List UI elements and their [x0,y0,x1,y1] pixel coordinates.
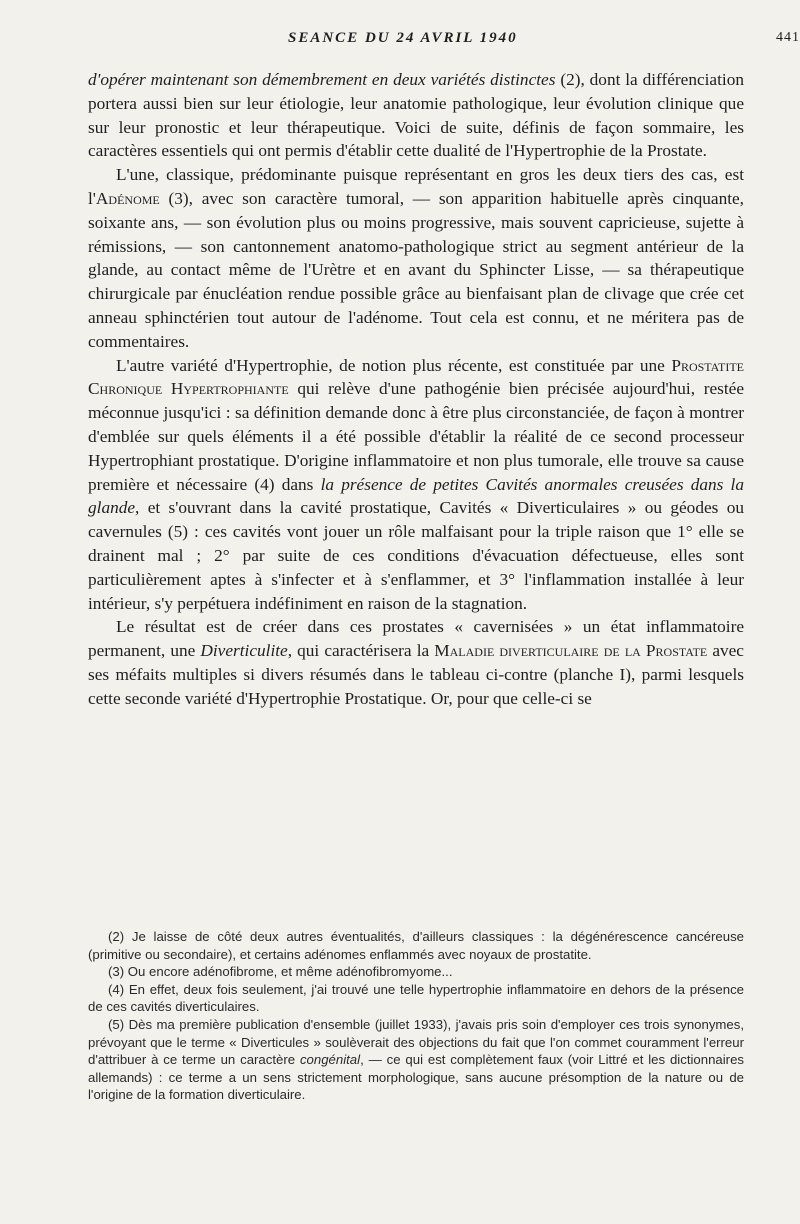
text-span: (5) Dès ma première publication d'ensemble (juillet 1933), j'avais pris soin d'employer ces trois synonymes, prévoyant que le terme « Diverticules » soulèverait des objections du fait que l'on commet couramment l'erreur d'attribuer à ce terme un caractère [88,1016,744,1068]
italic-span: d'opérer maintenant son démembrement en deux variétés distinctes [88,70,556,89]
text-span: (2), dont la différenciation portera aussi bien sur leur étiologie, leur anatomie pathologique, leur évolution clinique que sur leur pronostic et leur thérapeutique. Voici de suite, définis de façon sommaire, les caractères essentiels qui ont permis d'établir cette dualité de l'Hypertrophie de la Prostate. [88,70,744,161]
small-caps-term: Maladie diverticulaire de la Prostate [434,641,708,661]
paragraph-3 [88,354,744,616]
paragraph-4 [88,615,744,710]
footnote-3: (3) Ou encore adénofibrome, et même adénofibromyome... [108,964,453,980]
footnote-4: (4) En effet, deux fois seulement, j'ai trouvé une telle hypertrophie inflammatoire en dehors de la présence de ces cavités diverticulaires. [88,981,744,1015]
paragraph-2 [88,163,744,353]
small-caps-term: Adénome [95,188,160,208]
text-span: avec ses méfaits multiples si divers résumés dans le tableau ci-contre (planche I), parmi lesquels cette seconde variété d'Hypertrophie Prostatique. Or, pour que celle-ci se [88,641,744,708]
footnotes [88,928,744,1104]
text-span: qui relève d'une pathogénie bien précisée aujourd'hui, restée méconnue jusqu'ici : sa définition demande donc à être plus circonstanciée, de façon à montrer d'emblée sur quels éléments il a été possible d'établir la réalité de ce second processeur Hypertrophiant prostatique. D'origine inflammatoire et non plus tumorale, elle trouve sa cause première et nécessaire (4) dans [88,379,744,494]
footnote-2: (2) Je laisse de côté deux autres éventualités, d'ailleurs classiques : la dégénérescence cancéreuse (primitive ou secondaire), et certains adénomes enflammés avec noyaux de prostatite. [88,929,744,962]
italic-span: congénital [299,1052,361,1068]
text-span: L'une, classique, prédominante puisque représentant en gros les deux tiers des cas, est l' [88,165,744,208]
italic-span: la présence de petites Cavités anormales creusées dans la glande [88,474,744,518]
paragraph-1 [88,68,744,163]
text-span: , — ce qui est complètement faux (voir Littré et les dictionnaires allemands) : ce terme a un sens strictement morphologique, sans aucune présomption de la nature ou de l'origine de la formation diverticulaire. [88,1052,744,1103]
text-span: L'autre variété d'Hypertrophie, de notion plus récente, est constituée par une [116,355,672,375]
page [88,30,800,1103]
body-text [88,68,744,711]
running-title: SEANCE DU 24 AVRIL 1940 [288,30,518,46]
small-caps-term: Prostatite Chronique Hypertrophiante [88,355,744,399]
footnote-5 [88,1016,744,1104]
page-number: 441 [776,30,800,45]
text-span: (3), avec son caractère tumoral, — son apparition habituelle après cinquante, soixante ans, — son évolution plus ou moins progressive, mais souvent capricieuse, sujette à rémissions, — son cantonnement anatomo-pathologique strict au segment antérieur de la glande, au contact même de l'Urètre et en avant du Sphincter Lisse, — sa thérapeutique chirurgicale par énucléation rendue possible grâce au bienfaisant plan de clivage que crée cet anneau sphinctérien tout autour de l'adénome. Tout cela est connu, et ne méritera pas de commentaires. [88,188,744,351]
italic-span: Diverticulite [200,641,288,661]
page-header [88,30,800,56]
text-span: Le résultat est de créer dans ces prostates « cavernisées » un état inflammatoire permanent, une [88,617,744,661]
text-span: , et s'ouvrant dans la cavité prostatique, Cavités « Diverticulaires » ou géodes ou cavernules (5) : ces cavités vont jouer un rôle malfaisant pour la triple raison que 1° elle se drainent mal ; 2° par suite de ces conditions d'évacuation défectueuse, elles sont particulièrement aptes à s'infecter et à s'enflammer, et 3° l'inflammation installée à leur intérieur, s'y perpétuera indéfiniment en raison de la stagnation. [88,498,744,613]
text-span: , qui caractérisera la [287,641,435,661]
